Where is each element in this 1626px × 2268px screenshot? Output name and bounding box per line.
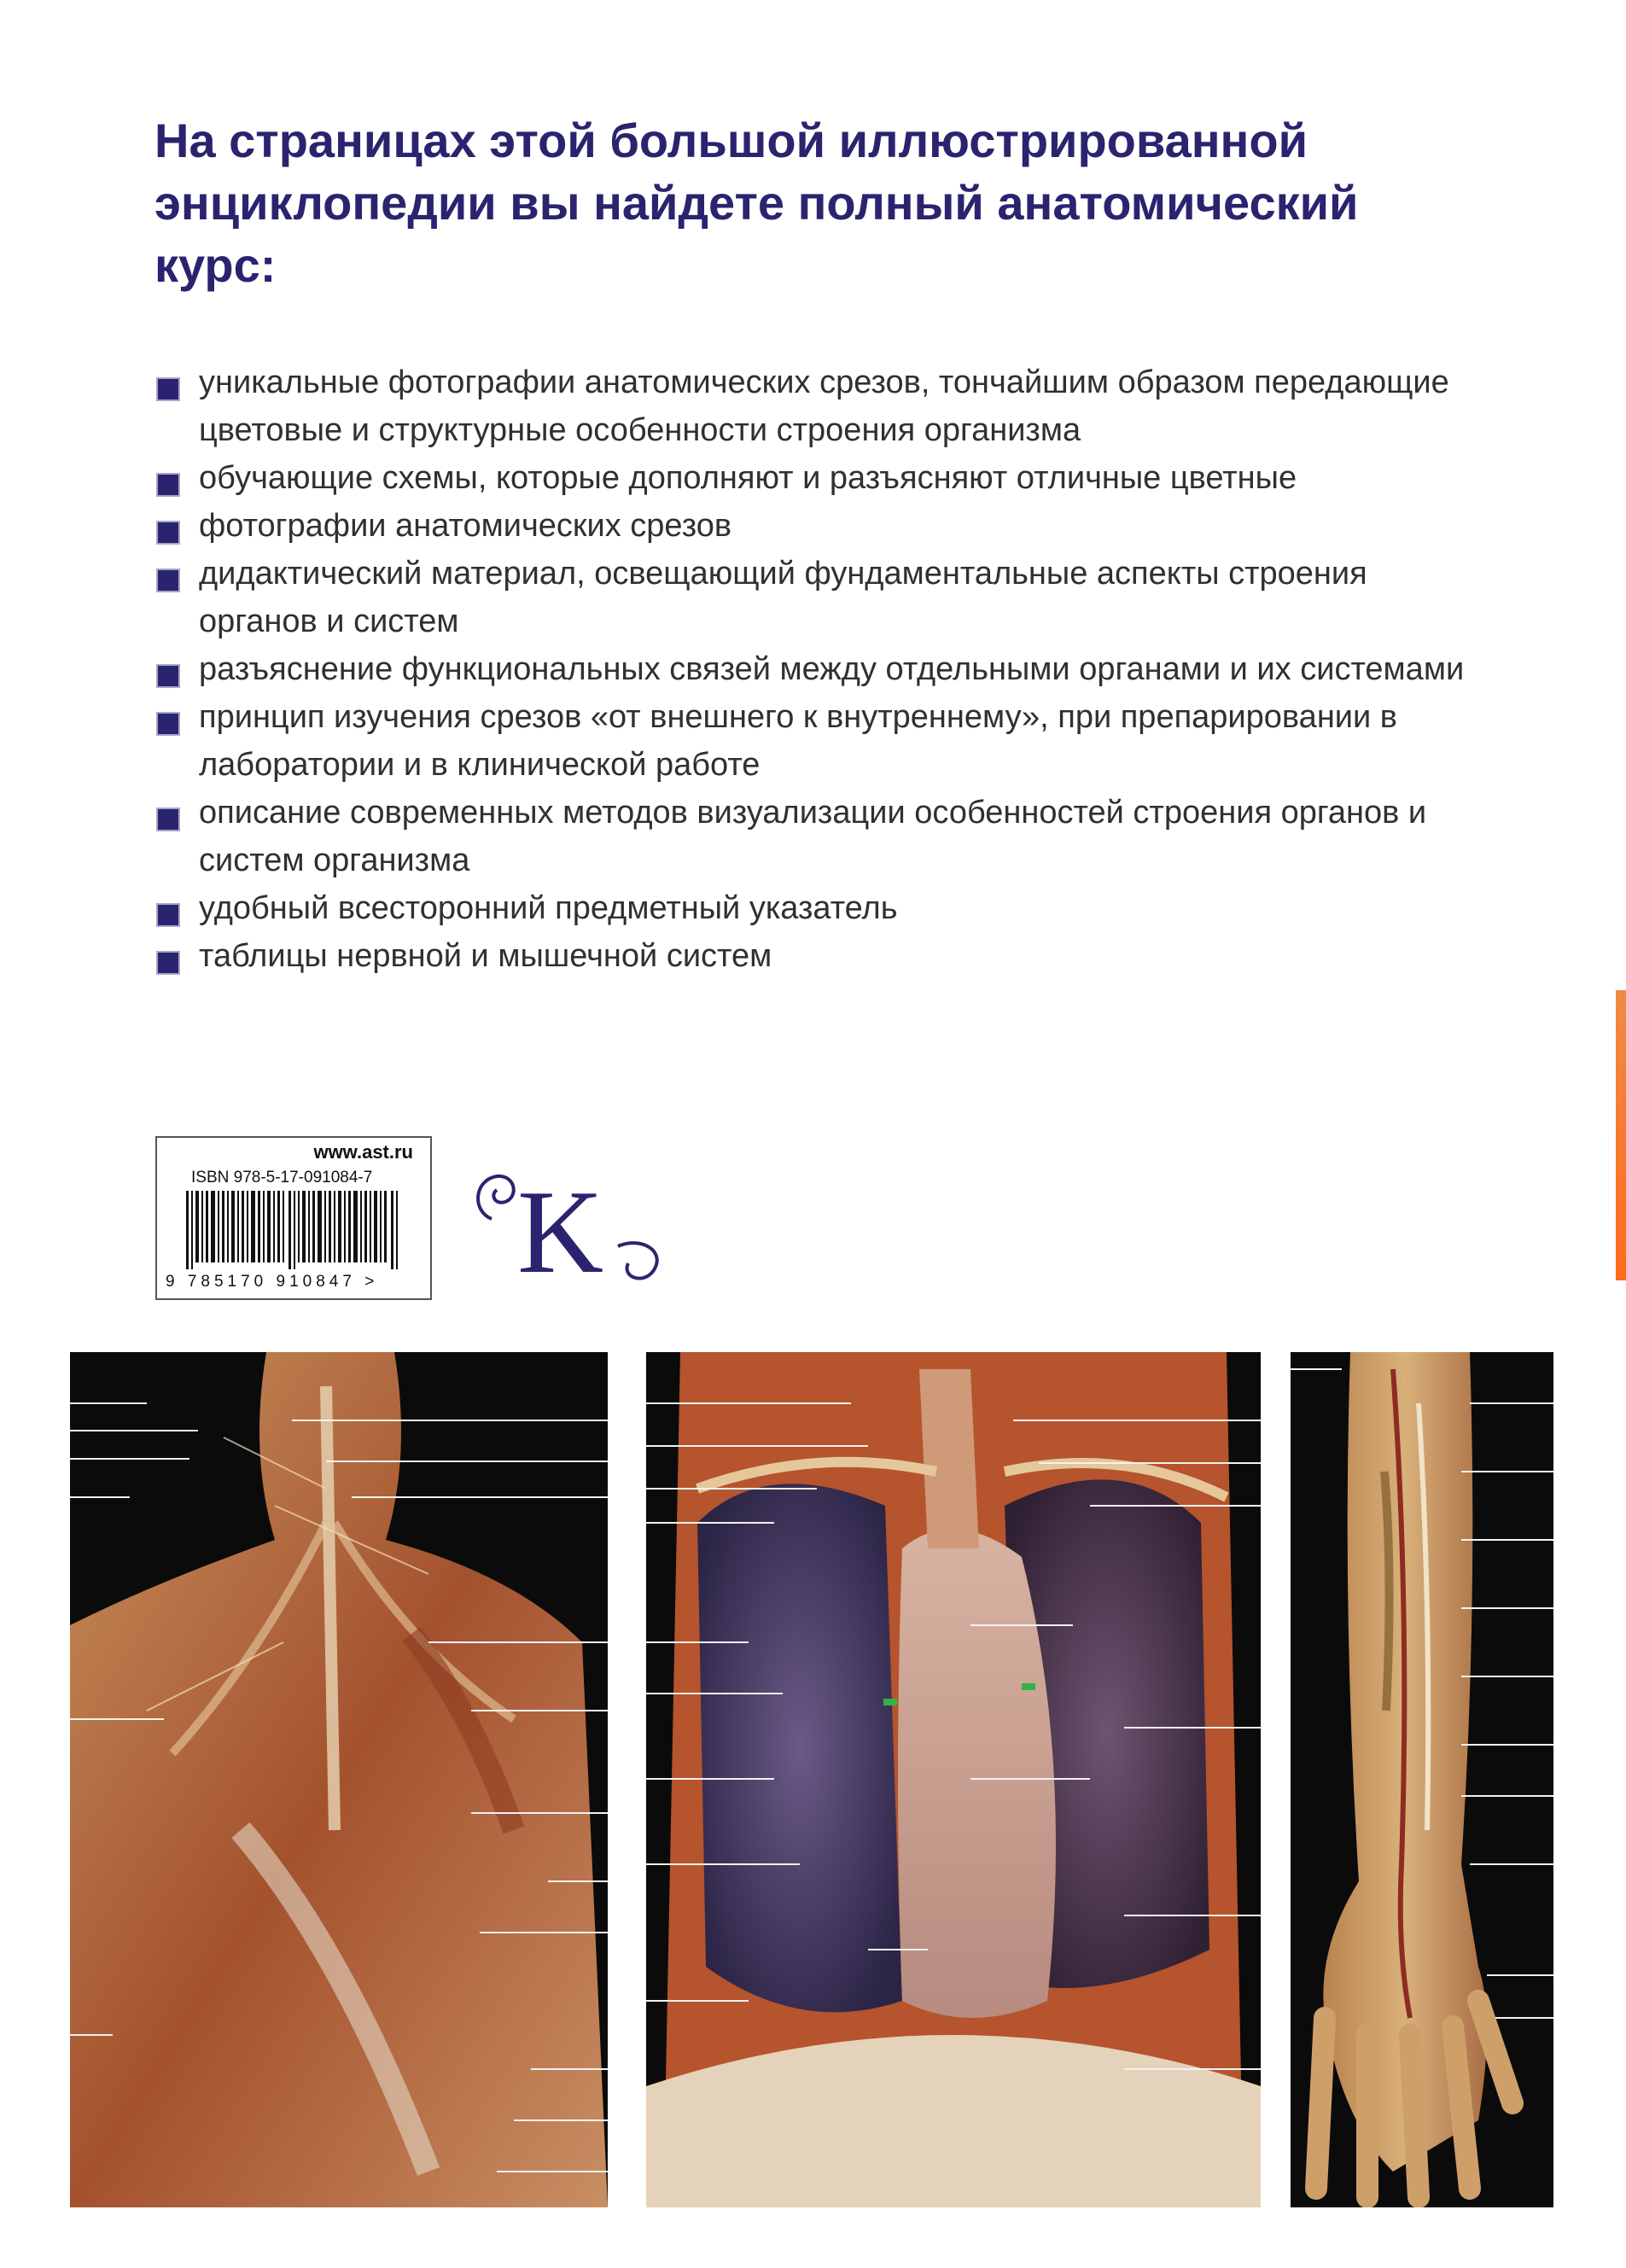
cover-heading: На страницах этой большой иллюстрированной энциклопедии вы найдете полный анатомический курс:	[154, 114, 1359, 292]
square-bullet-icon	[156, 712, 180, 736]
feature-item	[156, 502, 1488, 550]
anatomy-back-photo	[70, 1352, 608, 2207]
anatomy-thorax-photo	[646, 1352, 1261, 2207]
square-bullet-icon	[156, 903, 180, 927]
square-bullet-icon	[156, 664, 180, 688]
accent-stripe	[1616, 990, 1626, 1280]
logo-letter: K	[517, 1166, 604, 1287]
feature-text: принцип изучения срезов «от внешнего к внутреннему», при препарировании в лаборатории и в клинической работе	[199, 699, 1397, 783]
barcode-block	[155, 1136, 432, 1300]
feature-item	[156, 359, 1488, 454]
barcode-digits: 9 785170 910847 >	[166, 1273, 379, 1291]
feature-item	[156, 550, 1488, 645]
feature-text: таблицы нервной и мышечной систем	[199, 938, 772, 974]
feature-item	[156, 789, 1488, 884]
publisher-url: www.ast.ru	[313, 1141, 413, 1163]
barcode-icon	[186, 1191, 403, 1269]
feature-item	[156, 645, 1488, 693]
feature-item	[156, 932, 1488, 980]
square-bullet-icon	[156, 951, 180, 975]
square-bullet-icon	[156, 808, 180, 831]
square-bullet-icon	[156, 521, 180, 545]
feature-item	[156, 884, 1488, 932]
feature-text: уникальные фотографии анатомических срезов, тончайшим образом передающие цветовые и структурные особенности строения организма	[199, 364, 1449, 448]
feature-text: разъяснение функциональных связей между отдельными органами и их системами	[199, 651, 1465, 687]
feature-item	[156, 693, 1488, 789]
feature-text: описание современных методов визуализации особенностей строения органов и систем организма	[199, 795, 1427, 878]
feature-item	[156, 454, 1488, 502]
feature-text: фотографии анатомических срезов	[199, 508, 732, 544]
square-bullet-icon	[156, 473, 180, 497]
isbn-number: ISBN 978-5-17-091084-7	[191, 1169, 373, 1186]
feature-text: дидактический материал, освещающий фундаментальные аспекты строения органов и систем	[199, 556, 1367, 639]
square-bullet-icon	[156, 377, 180, 401]
publisher-logo-icon	[468, 1151, 673, 1287]
feature-text: обучающие схемы, которые дополняют и разъясняют отличные цветные	[199, 460, 1297, 496]
feature-text: удобный всесторонний предметный указатель	[199, 890, 898, 926]
anatomy-arm-photo	[1291, 1352, 1553, 2207]
feature-list	[156, 359, 1488, 980]
square-bullet-icon	[156, 568, 180, 592]
